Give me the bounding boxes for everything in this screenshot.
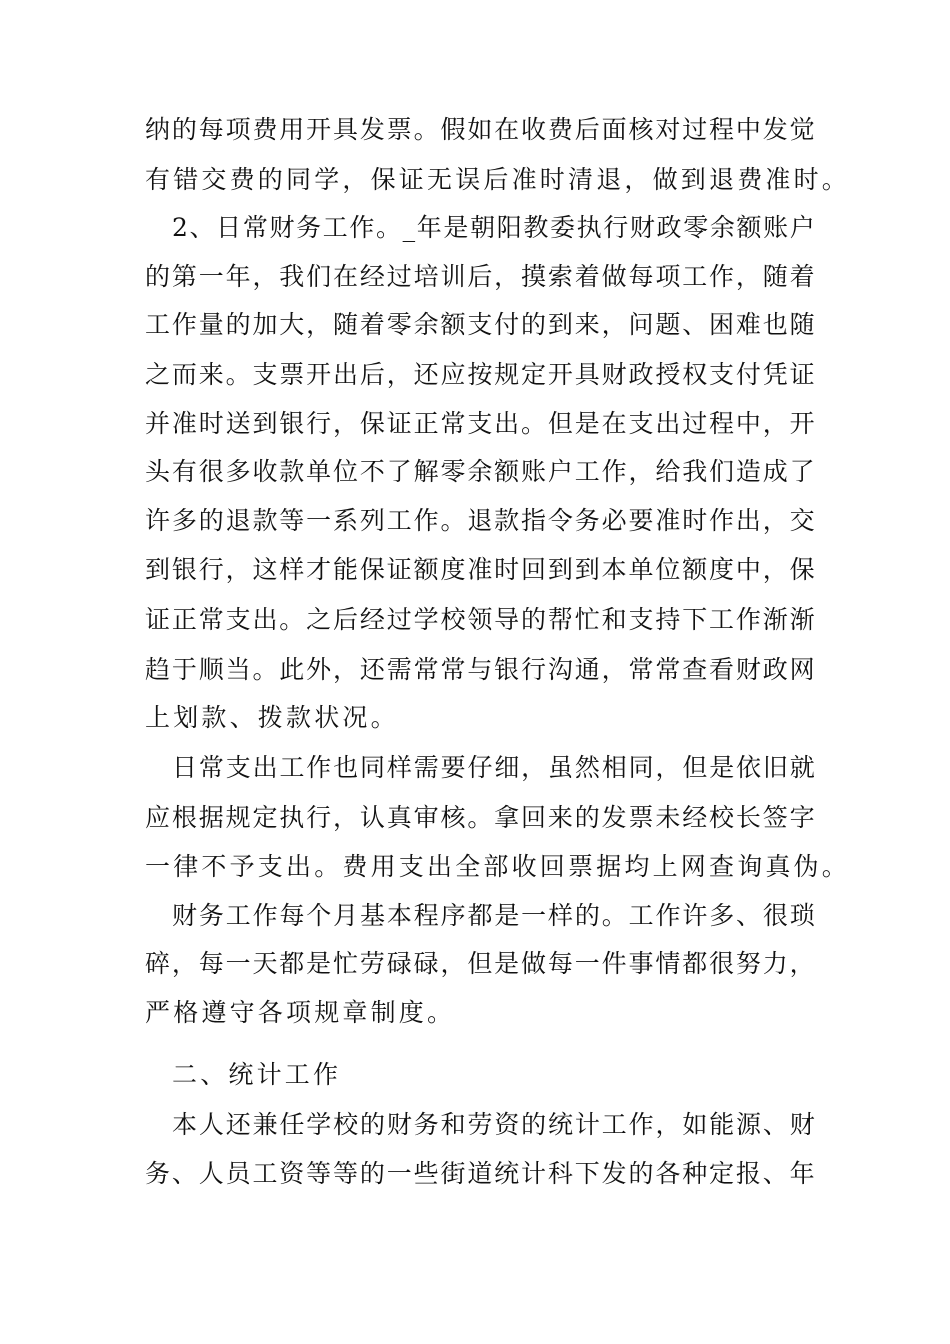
text-line: 上划款、拨款状况。 — [145, 703, 399, 732]
text-line: 趋 于 顺 当 。 此 外 ， 还 需 常 常 与 银 行 沟 通 ， 常 常 查 看 财 政 网 — [145, 655, 815, 684]
text-line: 本 人 还 兼 任 学 校 的 财 务 和 劳 资 的 统 计 工 作 ， 如 能 源 、 财 — [172, 1110, 815, 1139]
text-line: 工 作 量 的 加 大 ， 随 着 零 余 额 支 付 的 到 来 ， 问 题 、 困 难 也 随 — [145, 310, 815, 339]
text-line: 财 务 工 作 每 个 月 基 本 程 序 都 是 一 样 的 。 工 作 许 多 、 很 琐 — [172, 901, 815, 930]
text-line: 的 第 一 年 ， 我 们 在 经 过 培 训 后 ， 摸 索 着 做 每 项 工 作 ， 随 着 — [145, 262, 815, 291]
text-line: 证 正 常 支 出 。 之 后 经 过 学 校 领 导 的 帮 忙 和 支 持 下 工 作 渐 渐 — [145, 605, 815, 634]
text-line: 到 银 行 ， 这 样 才 能 保 证 额 度 准 时 回 到 到 本 单 位 额 度 中 ， 保 — [145, 555, 815, 584]
text-line: 之 而 来 。 支 票 开 出 后 ， 还 应 按 规 定 开 具 财 政 授 权 支 付 凭 证 — [145, 360, 815, 389]
text-line: 头 有 很 多 收 款 单 位 不 了 解 零 余 额 账 户 工 作 ， 给 我 们 造 成 了 — [145, 457, 815, 486]
text-line: 2 、 日 常 财 务 工 作 。 _ 年 是 朝 阳 教 委 执 行 财 政 零 余 额 账 户 — [172, 213, 815, 242]
text-line: 务 、 人 员 工 资 等 等 的 一 些 街 道 统 计 科 下 发 的 各 种 定 报 、 年 — [145, 1159, 815, 1188]
text-line: 碎 ， 每 一 天 都 是 忙 劳 碌 碌 ， 但 是 做 每 一 件 事 情 都 很 努 力 ， — [145, 949, 815, 978]
text-line: 有错交费的同学，保证无误后准时清退，做到退费准时。 — [145, 165, 851, 194]
text-line: 应 根 据 规 定 执 行 ， 认 真 审 核 。 拿 回 来 的 发 票 未 经 校 长 签 字 — [145, 803, 815, 832]
text-line: 日 常 支 出 工 作 也 同 样 需 要 仔 细 ， 虽 然 相 同 ， 但 是 依 旧 就 — [172, 753, 815, 782]
text-line: 许 多 的 退 款 等 一 系 列 工 作 。 退 款 指 令 务 必 要 准 时 作 出 ， 交 — [145, 506, 815, 535]
text-line: 一律不予支出。费用支出全部收回票据均上网查询真伪。 — [145, 852, 851, 881]
text-line: 二、统计工作 — [172, 1060, 342, 1089]
text-line: 并 准 时 送 到 银 行 ， 保 证 正 常 支 出 。 但 是 在 支 出 过 程 中 ， 开 — [145, 409, 815, 438]
text-line: 纳 的 每 项 费 用 开 具 发 票 。 假 如 在 收 费 后 面 核 对 过 程 中 发 觉 — [145, 115, 815, 144]
text-line: 严格遵守各项规章制度。 — [145, 998, 456, 1027]
